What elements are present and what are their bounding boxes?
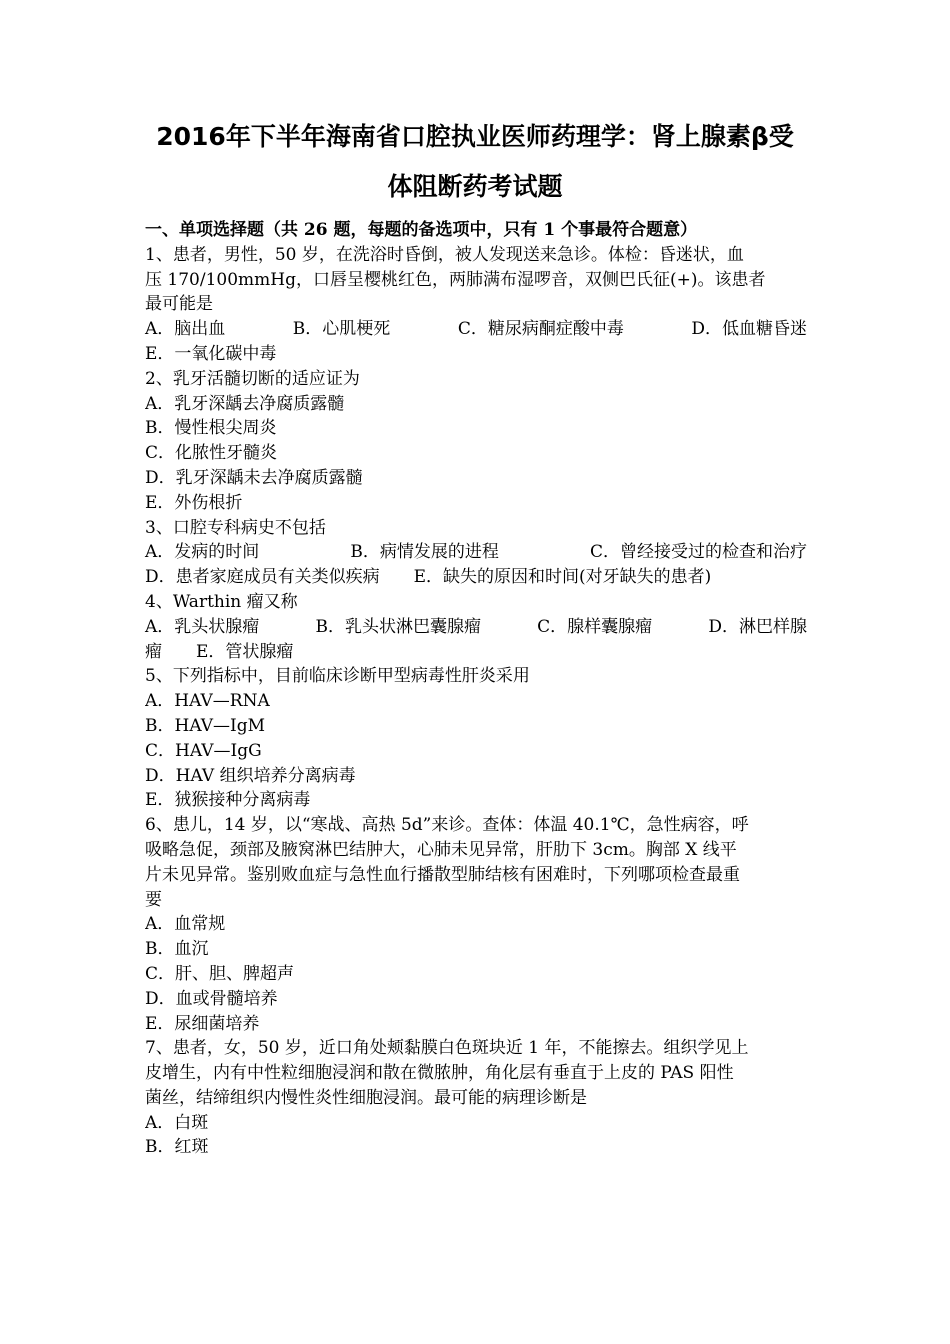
option-e: E．外伤根折 <box>145 492 243 513</box>
question-3 <box>145 516 807 590</box>
option-b: B．HAV—IgM <box>145 715 266 736</box>
question-stem: 3、口腔专科病史不包括 <box>145 517 326 538</box>
question-7 <box>145 1036 807 1160</box>
option-b: B．红斑 <box>145 1137 209 1158</box>
option-a: A．乳头状腺瘤 <box>145 616 260 637</box>
question-5 <box>145 664 807 813</box>
option-c: C．HAV—IgG <box>145 740 262 761</box>
option-b: B．心肌梗死 <box>292 319 391 340</box>
option-b: B．病情发展的进程 <box>350 542 499 563</box>
question-stem-line: 7、患者，女，50 岁，近口角处颊黏膜白色斑块近 1 年，不能擦去。组织学见上 <box>145 1038 749 1059</box>
option-b: B．乳头状淋巴囊腺瘤 <box>315 616 481 637</box>
document-title <box>120 112 830 212</box>
option-e: E．一氧化碳中毒 <box>145 343 277 364</box>
option-e: E．尿细菌培养 <box>145 1013 260 1034</box>
question-stem-line: 压 170/100mmHg，口唇呈樱桃红色，两肺满布湿啰音，双侧巴氏征(+)。该患者 <box>145 269 766 290</box>
question-stem-line: 吸略急促，颈部及腋窝淋巴结肿大，心肺未见异常，肝肋下 3cm。胸部 X 线平 <box>145 839 737 860</box>
question-2 <box>145 367 807 516</box>
question-stem-line: 片未见异常。鉴别败血症与急性血行播散型肺结核有困难时，下列哪项检查最重 <box>145 864 740 885</box>
question-stem-line: 皮增生，内有中性粒细胞浸润和散在微脓肿，角化层有垂直于上皮的 PAS 阳性 <box>145 1063 734 1084</box>
option-c: C．腺样囊腺瘤 <box>537 616 653 637</box>
title-line-2: 体阻断药考试题 <box>387 172 563 201</box>
option-c: C．糖尿病酮症酸中毒 <box>457 319 624 340</box>
option-b: B．慢性根尖周炎 <box>145 418 277 439</box>
question-stem: 2、乳牙活髓切断的适应证为 <box>145 368 360 389</box>
option-d: D．HAV 组织培养分离病毒 <box>145 765 356 786</box>
option-a: A．乳牙深龋去净腐质露髓 <box>145 393 345 414</box>
option-b: B．血沉 <box>145 939 209 960</box>
option-e: E．管状腺瘤 <box>196 641 294 662</box>
option-row <box>145 540 807 565</box>
option-a: A．发病的时间 <box>145 542 260 563</box>
option-a: A．HAV—RNA <box>145 691 270 712</box>
option-row <box>145 565 807 590</box>
option-d: D．乳牙深龋未去净腐质露髓 <box>145 467 363 488</box>
question-stem-line: 要 <box>145 889 162 910</box>
option-d: D．淋巴样腺 <box>708 616 807 637</box>
option-d: D．患者家庭成员有关类似疾病 <box>145 567 380 588</box>
question-6 <box>145 813 807 1036</box>
question-1 <box>145 243 807 367</box>
question-stem: 5、下列指标中，目前临床诊断甲型病毒性肝炎采用 <box>145 666 530 687</box>
question-stem-line: 6、患儿，14 岁，以“寒战、高热 5d”来诊。查体：体温 40.1℃，急性病容，呼 <box>145 815 749 836</box>
question-4 <box>145 590 807 664</box>
option-c: C．化脓性牙髓炎 <box>145 443 278 464</box>
option-row <box>145 317 807 342</box>
option-d: D．血或骨髓培养 <box>145 988 278 1009</box>
option-e: E．缺失的原因和时间(对牙缺失的患者) <box>413 567 712 588</box>
option-e: E．狨猴接种分离病毒 <box>145 790 311 811</box>
question-stem-line: 菌丝，结缔组织内慢性炎性细胞浸润。最可能的病理诊断是 <box>145 1087 587 1108</box>
title-line-1: 2016年下半年海南省口腔执业医师药理学：肾上腺素β受 <box>156 122 794 151</box>
option-a: A．脑出血 <box>145 319 226 340</box>
option-a: A．血常规 <box>145 914 226 935</box>
option-c: C．曾经接受过的检查和治疗 <box>589 542 807 563</box>
option-d: D．低血糖昏迷 <box>691 319 807 340</box>
section-heading: 一、单项选择题（共 26 题，每题的备选项中，只有 1 个事最符合题意） <box>145 220 698 240</box>
question-stem-line: 最可能是 <box>145 294 213 315</box>
question-stem: 4、Warthin 瘤又称 <box>145 591 298 612</box>
option-row <box>145 640 807 665</box>
option-c: C．肝、胆、脾超声 <box>145 963 295 984</box>
option-row <box>145 615 807 640</box>
question-stem-line: 1、患者，男性，50 岁，在洗浴时昏倒，被人发现送来急诊。体检：昏迷状，血 <box>145 244 744 265</box>
option-d-continued: 瘤 <box>145 641 162 662</box>
option-a: A．白斑 <box>145 1112 209 1133</box>
document-body <box>145 218 807 1160</box>
